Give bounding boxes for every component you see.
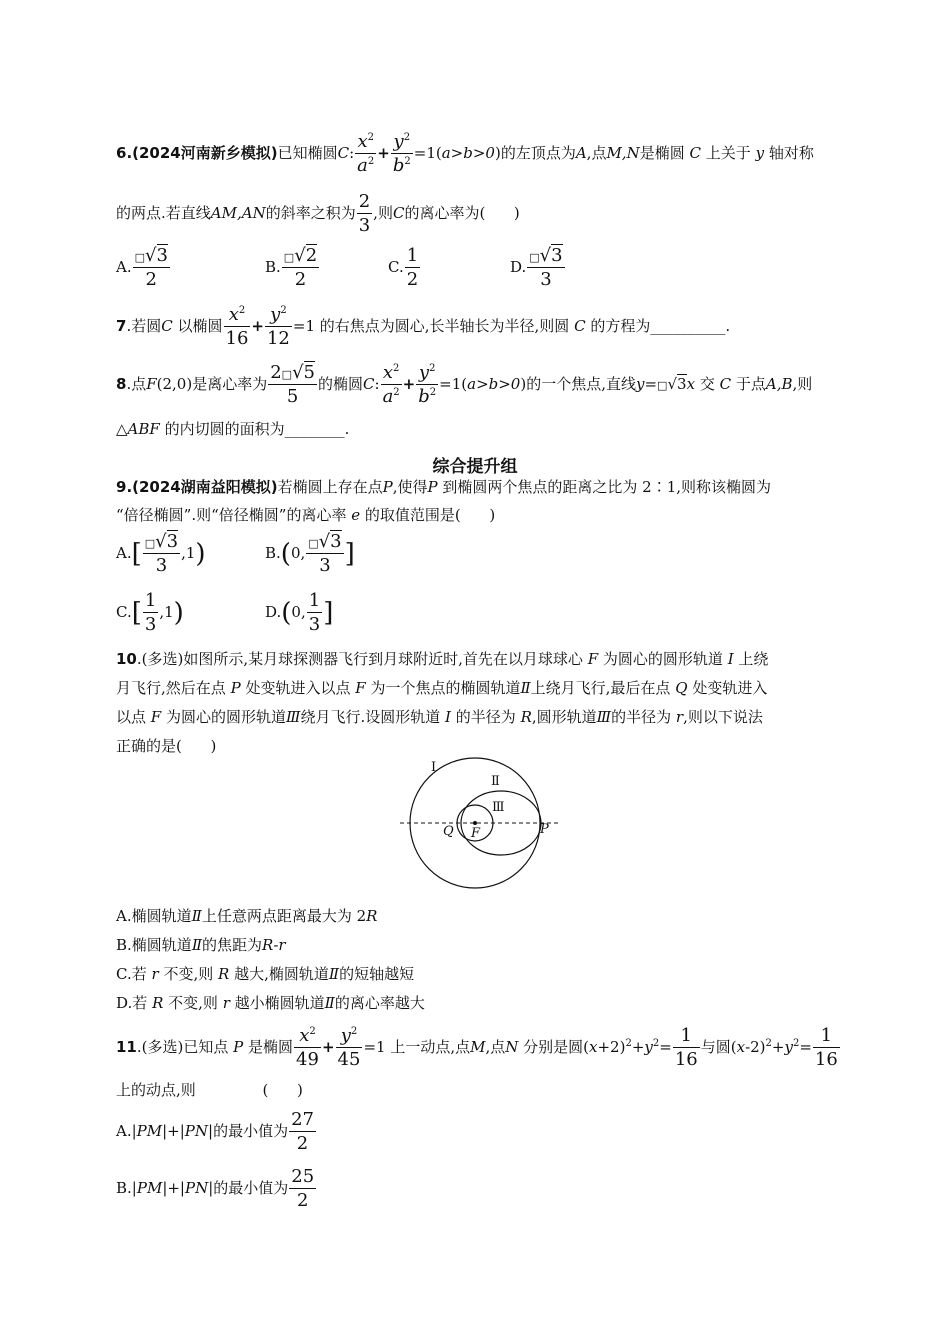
question-9-line-1: 9.(2024湖南益阳模拟)若椭圆上存在点P,使得P 到椭圆两个焦点的距离之比为 2∶1,则称该椭圆为 — [116, 478, 772, 496]
q9-source: (2024湖南益阳模拟) — [132, 478, 278, 496]
question-10-line-3: 以点 F 为圆心的圆形轨道Ⅲ绕月飞行.设圆形轨道 Ⅰ 的半径为 R,圆形轨道Ⅲ的半径为 r,则以下说法 — [116, 708, 763, 726]
q7-answer-blank[interactable]: __________ — [650, 317, 726, 336]
q6-frac-x2-a2: $\frac{x^2}{a^2}$ — [357, 131, 375, 176]
orbit-figure — [395, 755, 565, 890]
q8-number: 8 — [116, 375, 127, 394]
q8-answer-blank[interactable]: ________ — [284, 420, 345, 438]
q9-option-a[interactable]: A.[ $\frac{□√3}{3}$ ,1) — [116, 531, 206, 576]
q10-option-a[interactable]: A.椭圆轨道Ⅱ上任意两点距离最大为 2R — [116, 907, 378, 925]
label-iii: Ⅲ — [492, 800, 505, 815]
q9-option-c[interactable]: C.[ $\frac{1}{3}$ ,1) — [116, 590, 184, 635]
question-11-line-1: 11.(多选)已知点 P 是椭圆 $\frac{x^2}{49}$ + $\frac{y^2}{45}$ =1 上一动点,点M,点N 分别是圆$(x+2)^2+y^2=$ $\frac{1}{16}$ 与圆$(x-2)^2+y^2=$ $\frac{1}{16}$ — [116, 1025, 838, 1070]
question-8-line-2: △ABF 的内切圆的面积为________. — [116, 420, 350, 438]
question-6-line-2: 的两点.若直线AM,AN的斜率之积为 $\frac{2}{3}$ ,则C的离心率为( ) — [116, 191, 520, 236]
question-7: 7.若圆C 以椭圆 $\frac{x^2}{16}$ + $\frac{y^2}{12}$ =1 的右焦点为圆心,长半轴长为半径,则圆 C 的方程为__________. — [116, 304, 731, 349]
question-10-line-2: 月飞行,然后在点 P 处变轨进入以点 F 为一个焦点的椭圆轨道Ⅱ上绕月飞行,最后在点 Q 处变轨进入 — [116, 679, 768, 697]
question-11-line-2: 上的动点,则 ( ) — [116, 1081, 303, 1099]
focus-dot — [473, 821, 477, 825]
question-10-line-1: 10.(多选)如图所示,某月球探测器飞行到月球附近时,首先在以月球球心 F 为圆心的圆形轨道 Ⅰ 上绕 — [116, 650, 769, 668]
q9-number: 9 — [116, 478, 127, 496]
q6-source: (2024河南新乡模拟) — [132, 144, 278, 163]
q10-number: 10 — [116, 650, 137, 668]
label-f: F — [471, 826, 481, 841]
q11-number: 11 — [116, 1038, 137, 1057]
q6-frac-2-3: $\frac{2}{3}$ — [358, 191, 371, 236]
question-8-line-1: 8.点F(2,0)是离心率为 $\frac{2□√5}{5}$ 的椭圆C: $\frac{x^2}{a^2}$ + $\frac{y^2}{b^2}$ =1(a>b>0)的一个焦点,直线y=□√3x 交 C 于点A,B,则 — [116, 362, 813, 407]
q6-option-d[interactable]: D. $\frac{□√3}{3}$ — [510, 245, 563, 290]
q6-option-b[interactable]: B. $\frac{□√2}{2}$ — [265, 245, 318, 290]
q6-option-c[interactable]: C. $\frac{1}{2}$ — [388, 245, 419, 290]
q11-option-a[interactable]: A.|PM|+|PN|的最小值为 $\frac{27}{2}$ — [116, 1109, 314, 1154]
section-title: 综合提升组 — [432, 457, 518, 477]
label-q: Q — [443, 824, 454, 839]
q9-option-b[interactable]: B.(0, $\frac{□√3}{3}$ ] — [265, 531, 355, 576]
question-9-line-2: “倍径椭圆”.则“倍径椭圆”的离心率 e 的取值范围是( ) — [116, 506, 496, 524]
label-p: P — [540, 822, 549, 837]
label-ii: Ⅱ — [491, 774, 500, 789]
question-10-line-4: 正确的是( ) — [116, 737, 217, 755]
label-i: Ⅰ — [431, 760, 437, 775]
q10-option-d[interactable]: D.若 R 不变,则 r 越小椭圆轨道Ⅱ的离心率越大 — [116, 994, 425, 1012]
q10-option-b[interactable]: B.椭圆轨道Ⅱ的焦距为R-r — [116, 936, 286, 954]
q6-number: 6 — [116, 144, 127, 163]
q11-option-b[interactable]: B.|PM|+|PN|的最小值为 $\frac{25}{2}$ — [116, 1166, 315, 1211]
q9-option-d[interactable]: D.(0, $\frac{1}{3}$ ] — [265, 590, 334, 635]
q6-frac-y2-b2: $\frac{y^2}{b^2}$ — [392, 131, 411, 176]
q10-option-c[interactable]: C.若 r 不变,则 R 越大,椭圆轨道Ⅱ的短轴越短 — [116, 965, 415, 983]
q7-number: 7 — [116, 317, 127, 336]
question-6-line-1: 6.(2024河南新乡模拟)已知椭圆C: $\frac{x^2}{a^2}$ + $\frac{y^2}{b^2}$ =1(a>b>0)的左顶点为A,点M,N是椭圆 C 上关于 y 轴对称 — [116, 131, 814, 176]
q6-option-a[interactable]: A. $\frac{□√3}{2}$ — [116, 245, 168, 290]
